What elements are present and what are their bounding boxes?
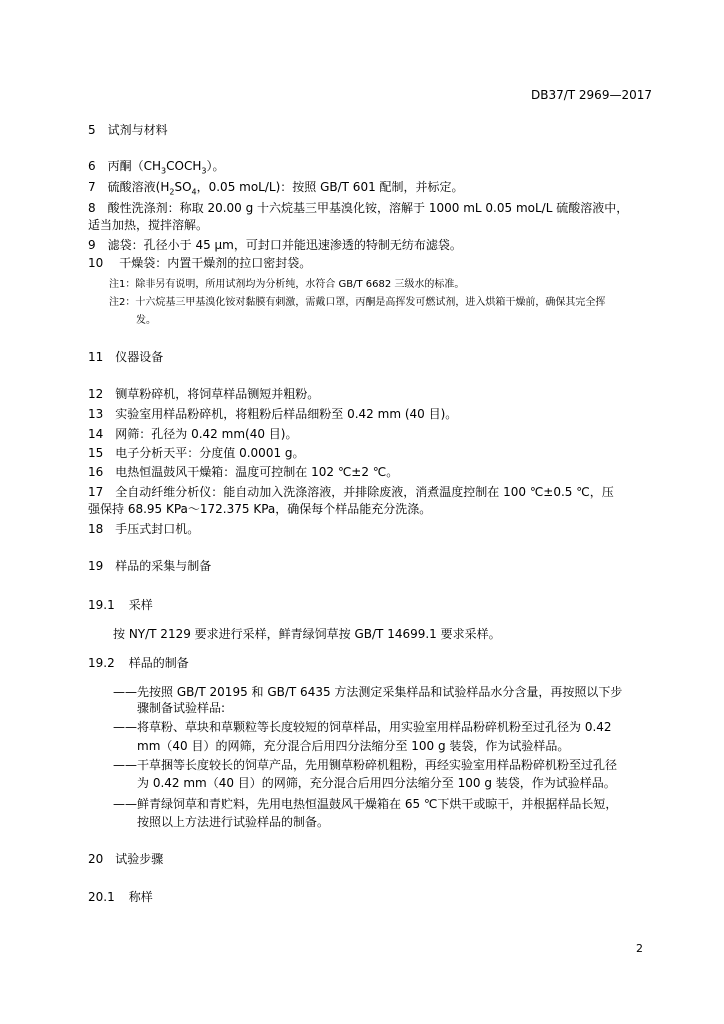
section-title: 样品的采集与制备	[115, 559, 212, 573]
subscript: 3	[201, 166, 207, 176]
item-text: 全自动纤维分析仪：能自动加入洗涤溶液，并排除废液，消煮温度控制在 100 ℃±0.5 ℃，压	[115, 485, 614, 499]
reagent-item-6	[88, 157, 224, 175]
item-number: 6	[88, 159, 96, 173]
step-text: 将草粉、草块和草颗粒等长度较短的饲草样品，用实验室用样品粉碎机粉至过孔径为 0.42	[137, 720, 612, 734]
section-number: 5	[88, 123, 96, 137]
section-number: 20.1	[88, 890, 115, 904]
reagent-item-10	[88, 254, 311, 271]
step-text: 干草捆等长度较长的饲草产品，先用铡草粉碎机粗粉，再经实验室用样品粉碎机粉至过孔径	[137, 758, 618, 772]
equipment-item-18	[88, 520, 199, 537]
section-heading-19	[88, 557, 211, 574]
item-number: 15	[88, 446, 104, 460]
reagent-item-8-continuation: 适当加热，搅拌溶解。	[88, 218, 209, 232]
item-number: 17	[88, 485, 104, 499]
subscript: 3	[161, 166, 167, 176]
item-text: 网筛：孔径为 0.42 mm(40 目)。	[115, 427, 298, 441]
dash-bullet: ——	[113, 720, 137, 734]
item-number: 9	[88, 238, 96, 252]
section-title: 样品的制备	[128, 656, 189, 670]
dash-bullet: ——	[113, 797, 137, 811]
item-text: SO	[174, 180, 192, 194]
reagent-item-8	[88, 199, 628, 216]
item-number: 13	[88, 407, 104, 421]
step-text: 先按照 GB/T 20195 和 GB/T 6435 方法测定采集样品和试验样品水分含量，再按照以下步	[137, 685, 623, 699]
section-heading-19-1	[88, 596, 153, 613]
note-1: 注1：除非另有说明，所用试剂均为分析纯，水符合 GB/T 6682 三级水的标准。	[109, 279, 465, 290]
section-title: 采样	[128, 598, 153, 612]
section-title: 称样	[128, 890, 153, 904]
section-title: 仪器设备	[115, 350, 164, 364]
prep-step-3-continuation: 为 0.42 mm（40 目）的网筛，充分混合后用四分法缩分至 100 g 装袋，作为试验样品。	[137, 776, 616, 790]
item-text: ）。	[206, 159, 225, 173]
equipment-item-12	[88, 385, 319, 402]
item-number: 8	[88, 201, 96, 215]
section-heading-20-1	[88, 888, 153, 905]
note-2-continuation: 发。	[136, 315, 156, 326]
subscript: 4	[191, 187, 197, 197]
section-heading-20	[88, 850, 163, 867]
item-text: 电子分析天平：分度值 0.0001 g。	[115, 446, 305, 460]
item-text: 滤袋：孔径小于 45 μm，可封口并能迅速渗透的特制无纺布滤袋。	[107, 238, 462, 252]
reagent-item-9	[88, 236, 462, 253]
reagent-item-7	[88, 178, 464, 196]
prep-step-1	[113, 683, 622, 700]
item-text: COCH	[166, 159, 202, 173]
item-text: 铡草粉碎机，将饲草样品铡短并粗粉。	[115, 387, 320, 401]
subscript: 2	[169, 187, 175, 197]
equipment-item-16	[88, 463, 398, 480]
item-text: 手压式封口机。	[115, 522, 200, 536]
equipment-item-15	[88, 444, 305, 461]
item-number: 7	[88, 180, 96, 194]
section-title: 试剂与材料	[107, 123, 168, 137]
section-number: 19	[88, 559, 104, 573]
equipment-item-14	[88, 425, 297, 442]
standard-code-header: DB37/T 2969—2017	[530, 88, 652, 102]
equipment-item-17-continuation: 强保持 68.95 KPa～172.375 KPa，确保每个样品能充分洗涤。	[88, 502, 432, 516]
prep-step-2-continuation: mm（40 目）的网筛，充分混合后用四分法缩分至 100 g 装袋，作为试验样品。	[137, 739, 570, 753]
sampling-paragraph: 按 NY/T 2129 要求进行采样，鲜青绿饲草按 GB/T 14699.1 要求采样。	[113, 627, 501, 641]
section-number: 11	[88, 350, 104, 364]
section-heading-11	[88, 348, 163, 365]
dash-bullet: ——	[113, 685, 137, 699]
item-text: 干燥袋：内置干燥剂的拉口密封袋。	[119, 256, 312, 270]
item-number: 18	[88, 522, 104, 536]
item-number: 10	[88, 256, 104, 270]
equipment-item-13	[88, 405, 457, 422]
item-number: 12	[88, 387, 104, 401]
item-text: ，0.05 moL/L)：按照 GB/T 601 配制，并标定。	[196, 180, 464, 194]
prep-step-4-continuation: 按照以上方法进行试验样品的制备。	[137, 815, 330, 829]
item-text: 实验室用样品粉碎机，将粗粉后样品细粉至 0.42 mm (40 目)。	[115, 407, 458, 421]
prep-step-4	[113, 795, 617, 812]
item-text: 酸性洗涤剂：称取 20.00 g 十六烷基三甲基溴化铵，溶解于 1000 mL 0.05 moL/L 硫酸溶液中，	[107, 201, 629, 215]
section-number: 19.1	[88, 598, 115, 612]
step-text: 鲜青绿饲草和青贮料，先用电热恒温鼓风干燥箱在 65 ℃下烘干或晾干，并根据样品长短，	[137, 797, 618, 811]
equipment-item-17	[88, 483, 614, 500]
item-text: 丙酮（CH	[107, 159, 162, 173]
page-number: 2	[636, 942, 643, 955]
section-number: 19.2	[88, 656, 115, 670]
item-text: 电热恒温鼓风干燥箱：温度可控制在 102 ℃±2 ℃。	[115, 465, 399, 479]
prep-step-2	[113, 718, 612, 735]
item-number: 16	[88, 465, 104, 479]
note-2: 注2：十六烷基三甲基溴化铵对黏膜有刺激，需戴口罩，丙酮是高挥发可燃试剂，进入烘箱干燥前，确保其完全挥	[109, 297, 606, 308]
prep-step-1-continuation: 骤制备试验样品:	[137, 701, 226, 715]
section-heading-5	[88, 121, 168, 138]
section-number: 20	[88, 852, 104, 866]
item-number: 14	[88, 427, 104, 441]
section-title: 试验步骤	[115, 852, 164, 866]
section-heading-19-2	[88, 654, 189, 671]
dash-bullet: ——	[113, 758, 137, 772]
prep-step-3	[113, 756, 617, 773]
item-text: 硫酸溶液(H	[107, 180, 170, 194]
